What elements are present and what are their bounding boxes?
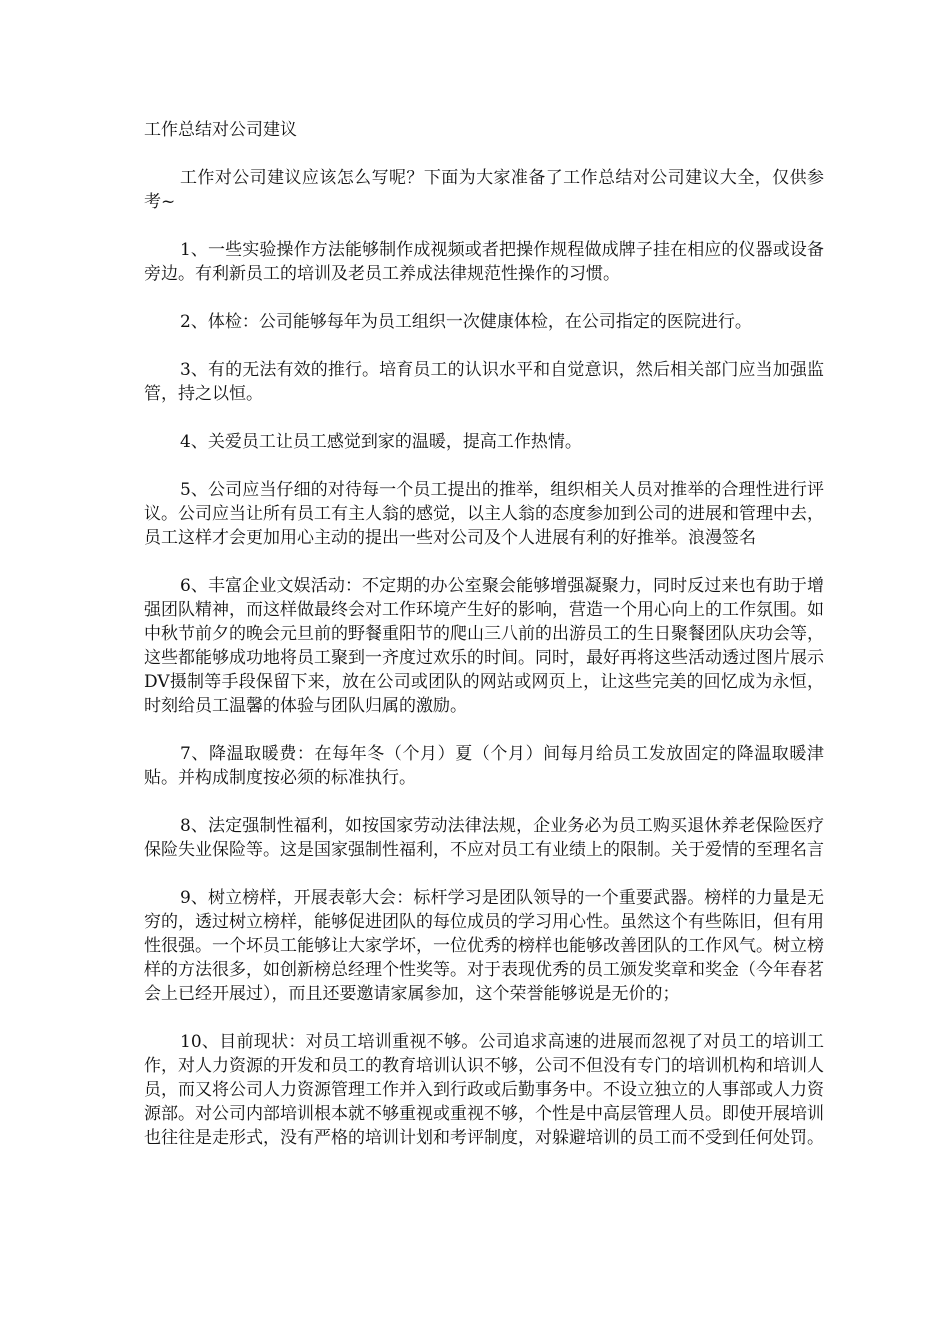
paragraph-7: 7、降温取暖费：在每年冬（个月）夏（个月）间每月给员工发放固定的降温取暖津贴。并构成制度按必须的标准执行。 xyxy=(144,744,824,788)
paragraph-6: 6、丰富企业文娱活动：不定期的办公室聚会能够增强凝聚力，同时反过来也有助于增强团队精神，而这样做最终会对工作环境产生好的影响，营造一个用心向上的工作氛围。如中秋节前夕的晚会元旦前的野餐重阳节的爬山三八前的出游员工的生日聚餐团队庆功会等，这些都能够成功地将员工聚到一齐度过欢乐的时间。同时，最好再将这些活动透过图片展示DV摄制等手段保留下来，放在公司或团队的网站或网页上，让这些完美的回忆成为永恒，时刻给员工温馨的体验与团队归属的激励。 xyxy=(144,576,824,716)
paragraph-2: 2、体检：公司能够每年为员工组织一次健康体检，在公司指定的医院进行。 xyxy=(180,312,752,332)
paragraph-3: 3、有的无法有效的推行。培育员工的认识水平和自觉意识，然后相关部门应当加强监管，持之以恒。 xyxy=(144,360,824,404)
paragraph-10: 10、目前现状：对员工培训重视不够。公司追求高速的进展而忽视了对员工的培训工作，对人力资源的开发和员工的教育培训认识不够，公司不但没有专门的培训机构和培训人员，而又将公司人力资源管理工作并入到行政或后勤事务中。不设立独立的人事部或人力资源部。对公司内部培训根本就不够重视或重视不够，个性是中高层管理人员。即使开展培训也往往是走形式，没有严格的培训计划和考评制度，对躲避培训的员工而不受到任何处罚。 xyxy=(144,1032,824,1148)
paragraph-9: 9、树立榜样，开展表彰大会：标杆学习是团队领导的一个重要武器。榜样的力量是无穷的，透过树立榜样，能够促进团队的每位成员的学习用心性。虽然这个有些陈旧，但有用性很强。一个坏员工能够让大家学坏，一位优秀的榜样也能够改善团队的工作风气。树立榜样的方法很多，如创新榜总经理个性奖等。对于表现优秀的员工颁发奖章和奖金（今年春茗会上已经开展过），而且还要邀请家属参加，这个荣誉能够说是无价的； xyxy=(144,888,824,1004)
document-page xyxy=(144,118,824,1174)
document-title: 工作总结对公司建议 xyxy=(144,120,297,140)
paragraph-8: 8、法定强制性福利，如按国家劳动法律法规，企业务必为员工购买退休养老保险医疗保险失业保险等。这是国家强制性福利，不应对员工有业绩上的限制。关于爱情的至理名言 xyxy=(144,816,824,860)
paragraph-5: 5、公司应当仔细的对待每一个员工提出的推举，组织相关人员对推举的合理性进行评议。公司应当让所有员工有主人翁的感觉，以主人翁的态度参加到公司的进展和管理中去，员工这样才会更加用心主动的提出一些对公司及个人进展有利的好推举。浪漫签名 xyxy=(144,480,824,548)
paragraph-1: 1、一些实验操作方法能够制作成视频或者把操作规程做成牌子挂在相应的仪器或设备旁边。有利新员工的培训及老员工养成法律规范性操作的习惯。 xyxy=(144,240,824,284)
paragraph-4: 4、关爱员工让员工感觉到家的温暖，提高工作热情。 xyxy=(180,432,582,452)
paragraph-intro: 工作对公司建议应该怎么写呢？下面为大家准备了工作总结对公司建议大全，仅供参考~ xyxy=(144,168,824,212)
